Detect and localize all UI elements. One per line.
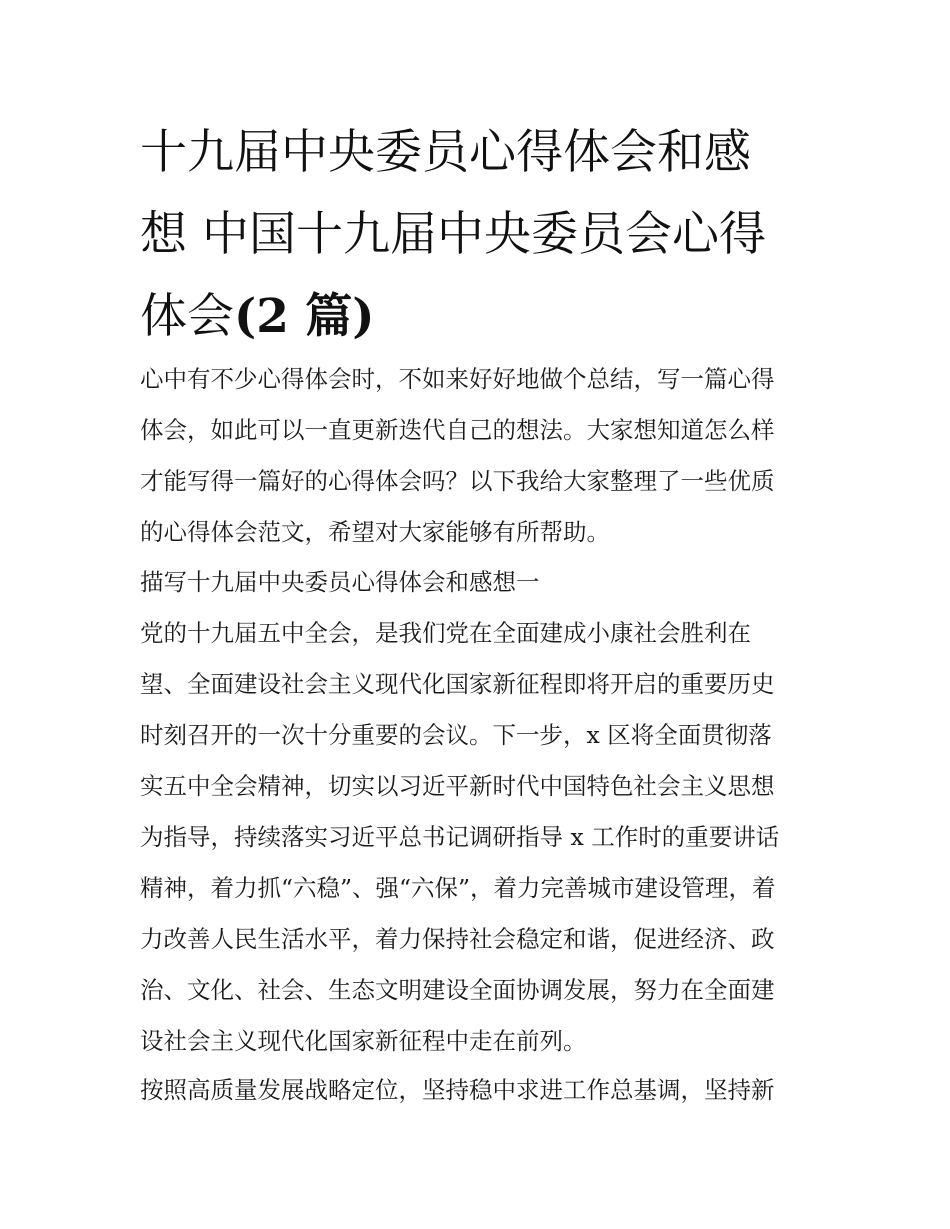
text-line: 精神，着力抓“六稳”、强“六保”，着力完善城市建设管理，着 — [140, 874, 776, 902]
title-count: (2 篇) — [234, 289, 375, 344]
text-line: 治、文化、社会、生态文明建设全面协调发展，努力在全面建 — [140, 976, 775, 1004]
section-heading-text: 描写十九届中央委员心得体会和感想一 — [140, 568, 540, 596]
text-line: 为指导，持续落实习近平总书记调研指导 x 工作时的重要讲话 — [140, 823, 780, 851]
text-line: 体会，如此可以一直更新迭代自己的想法。大家想知道怎么样 — [140, 416, 775, 444]
title-line — [140, 276, 820, 358]
text-line: 望、全面建设社会主义现代化国家新征程即将开启的重要历史 — [140, 670, 775, 698]
title-line: 想 中国十九届中央委员会心得 — [140, 207, 766, 262]
body-paragraph-1 — [140, 608, 820, 1067]
text-line: 设社会主义现代化国家新征程中走在前列。 — [140, 1027, 587, 1055]
text-line: 的心得体会范文，希望对大家能够有所帮助。 — [140, 518, 610, 546]
text-line: 实五中全会精神，切实以习近平新时代中国特色社会主义思想 — [140, 772, 775, 800]
document-page — [140, 0, 820, 1229]
intro-paragraph — [140, 354, 820, 558]
title-line-text: 体会 — [140, 289, 234, 344]
text-line: 心中有不少心得体会时，不如来好好地做个总结，写一篇心得 — [140, 365, 775, 393]
text-line: 力改善人民生活水平，着力保持社会稳定和谐，促进经济、政 — [140, 925, 775, 953]
body-paragraph-2 — [140, 1065, 820, 1116]
document-title — [140, 112, 820, 358]
text-line: 时刻召开的一次十分重要的会议。下一步，x 区将全面贯彻落 — [140, 721, 772, 749]
text-line: 党的十九届五中全会，是我们党在全面建成小康社会胜利在 — [140, 619, 751, 647]
title-line: 十九届中央委员心得体会和感 — [140, 125, 751, 180]
section-heading — [140, 557, 820, 608]
text-line: 按照高质量发展战略定位，坚持稳中求进工作总基调，坚持新 — [140, 1076, 775, 1104]
text-line: 才能写得一篇好的心得体会吗？以下我给大家整理了一些优质 — [140, 467, 775, 495]
